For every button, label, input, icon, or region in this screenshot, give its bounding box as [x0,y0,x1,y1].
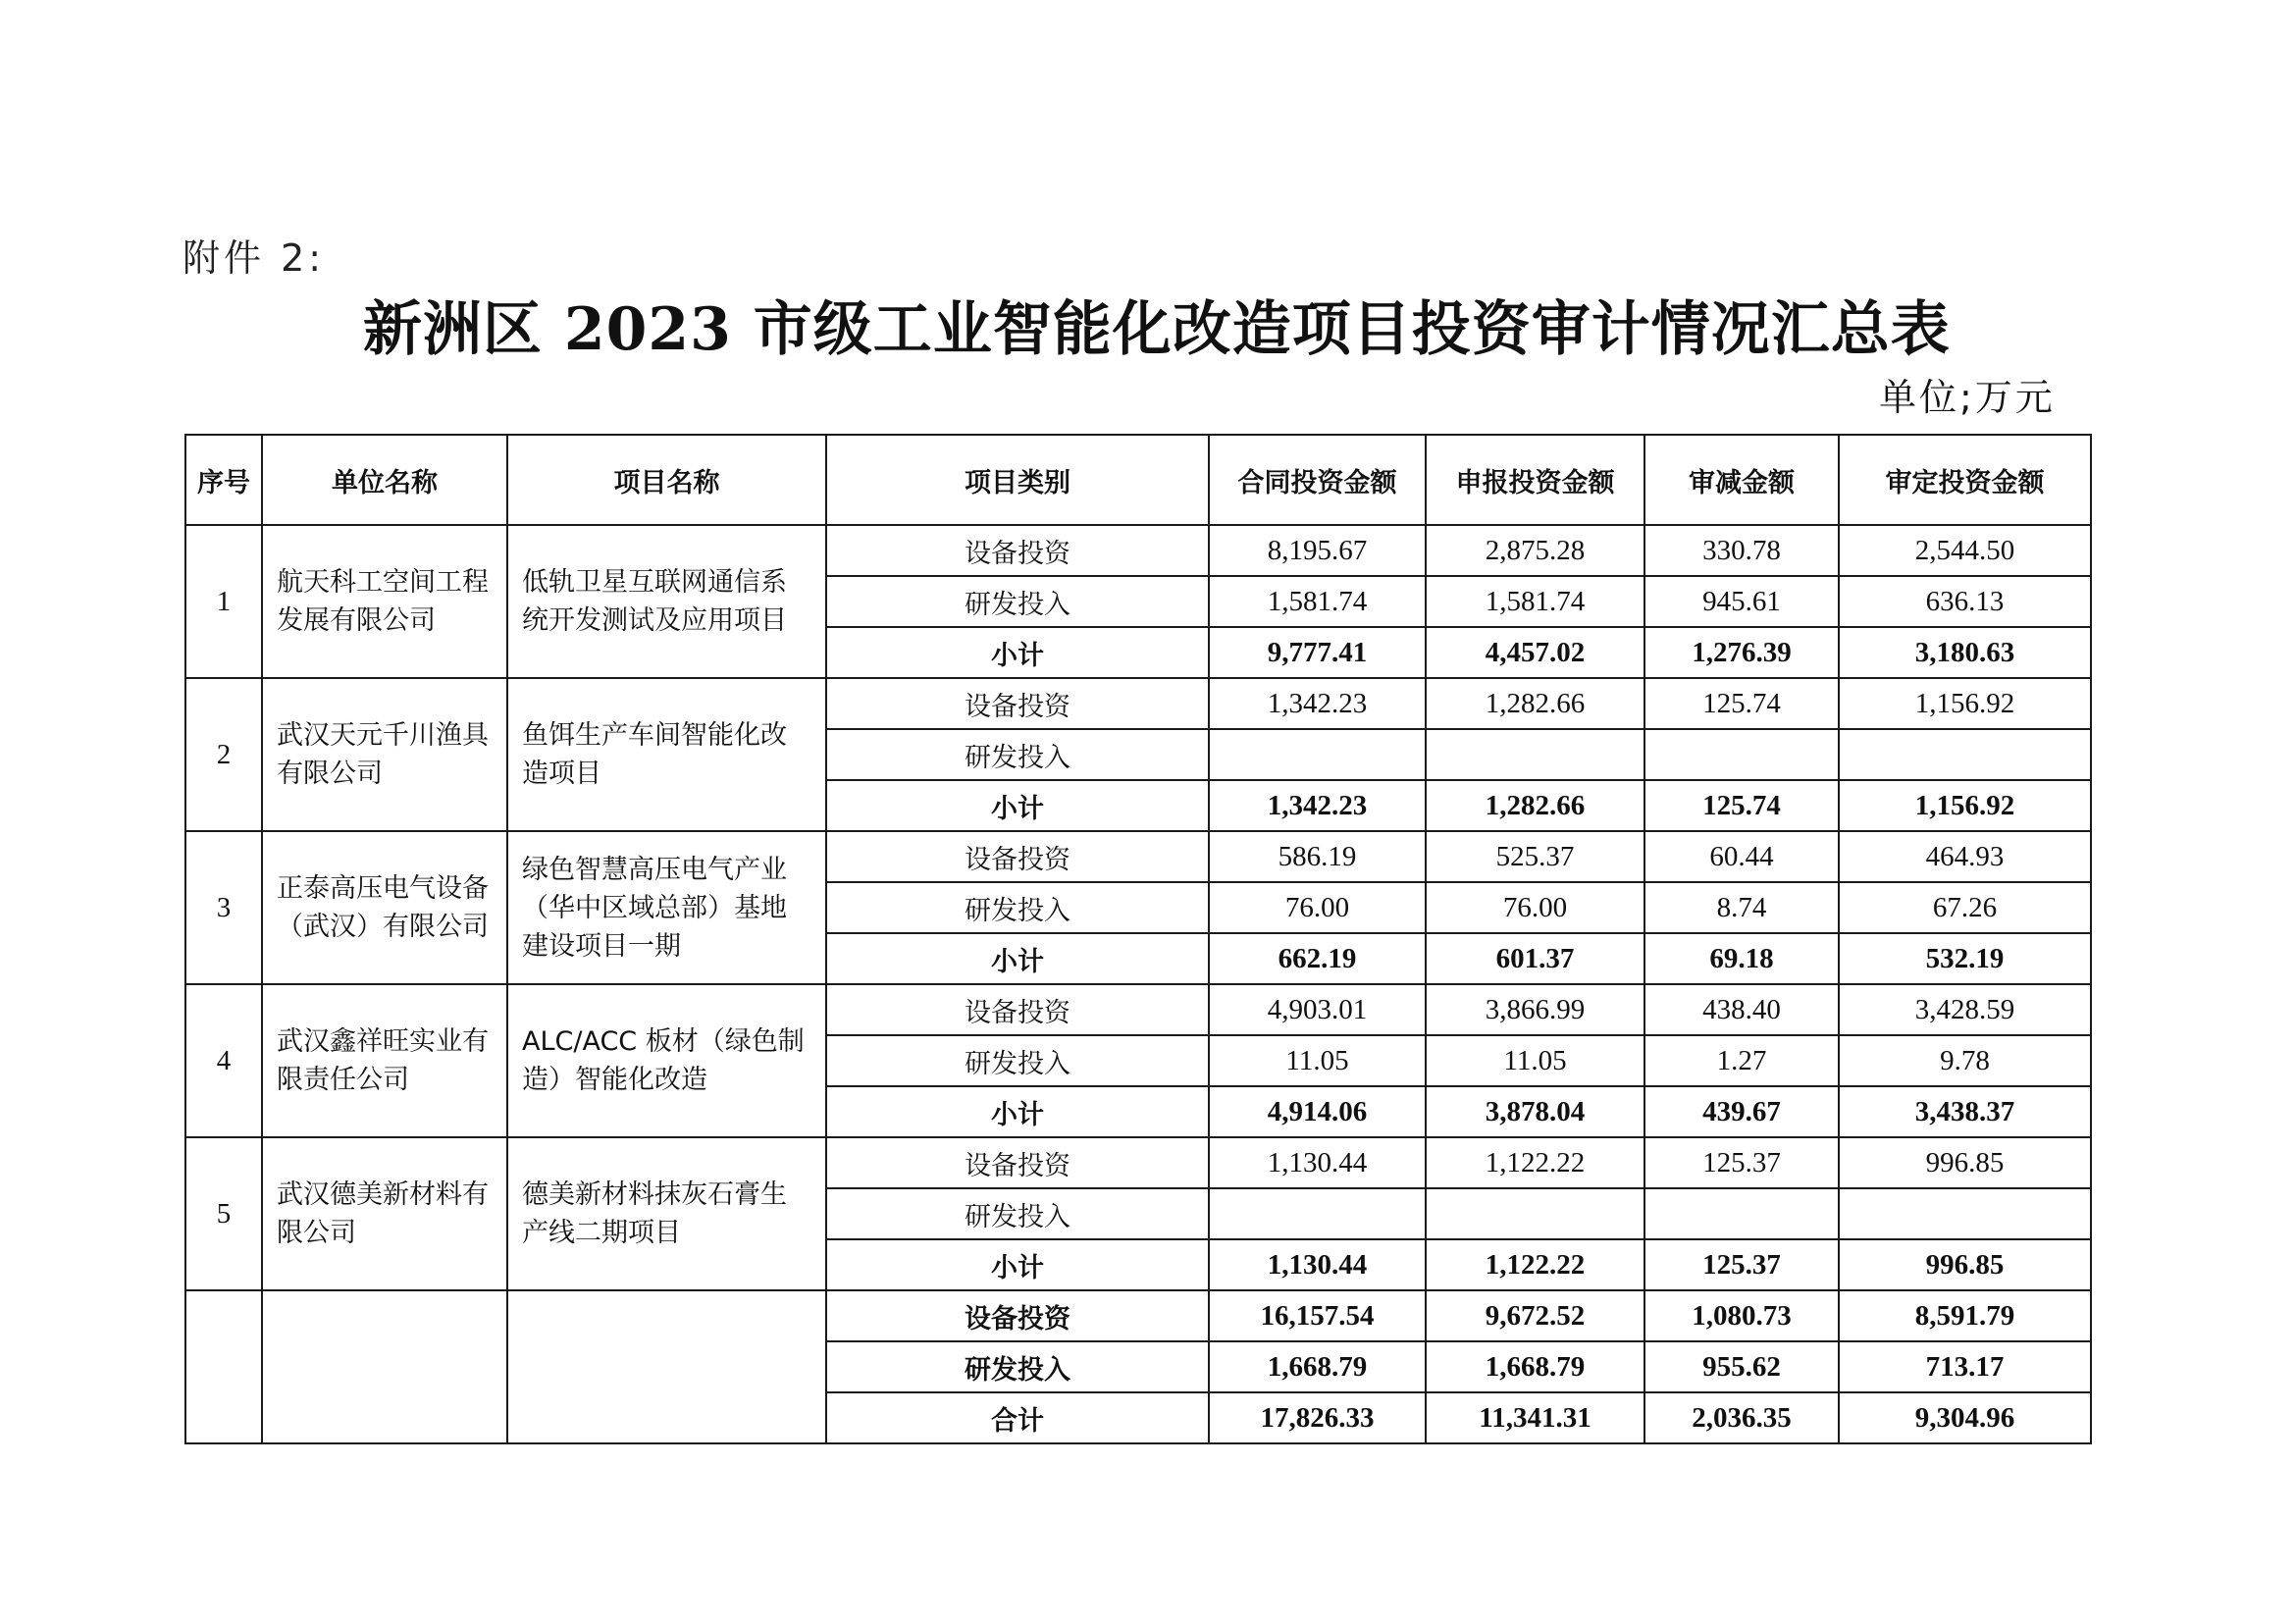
declared-cell: 1,581.74 [1426,576,1644,627]
contract-cell [1209,729,1426,780]
approved-cell: 3,438.37 [1839,1086,2091,1137]
approved-cell [1839,729,2091,780]
contract-cell: 4,903.01 [1209,984,1426,1035]
category-cell: 研发投入 [826,1188,1209,1239]
document-title: 新洲区 2023 市级工业智能化改造项目投资审计情况汇总表 [363,295,1951,364]
declared-cell: 1,282.66 [1426,678,1644,729]
contract-cell: 1,668.79 [1209,1341,1426,1392]
contract-cell: 9,777.41 [1209,627,1426,678]
header-seq: 序号 [185,435,262,525]
seq-cell: 4 [185,984,262,1137]
header-project: 项目名称 [507,435,826,525]
contract-cell: 8,195.67 [1209,525,1426,576]
category-cell: 设备投资 [826,831,1209,882]
reduced-cell: 945.61 [1644,576,1839,627]
approved-cell: 1,156.92 [1839,780,2091,831]
reduced-cell: 8.74 [1644,882,1839,933]
reduced-cell: 1,276.39 [1644,627,1839,678]
category-cell: 设备投资 [826,678,1209,729]
declared-cell: 11.05 [1426,1035,1644,1086]
category-cell: 小计 [826,627,1209,678]
seq-cell: 2 [185,678,262,831]
company-cell: 武汉德美新材料有限公司 [262,1137,507,1290]
category-cell: 研发投入 [826,882,1209,933]
header-company: 单位名称 [262,435,507,525]
audit-summary-table [184,434,2092,1444]
table-row [185,831,2091,882]
declared-cell: 1,122.22 [1426,1239,1644,1290]
category-cell: 小计 [826,1239,1209,1290]
reduced-cell: 439.67 [1644,1086,1839,1137]
company-cell: 正泰高压电气设备（武汉）有限公司 [262,831,507,984]
declared-cell: 525.37 [1426,831,1644,882]
total-row [185,1290,2091,1341]
approved-cell [1839,1188,2091,1239]
approved-cell: 3,428.59 [1839,984,2091,1035]
declared-cell: 76.00 [1426,882,1644,933]
total-project-cell [507,1290,826,1443]
company-cell: 航天科工空间工程发展有限公司 [262,525,507,678]
declared-cell: 3,866.99 [1426,984,1644,1035]
contract-cell: 11.05 [1209,1035,1426,1086]
declared-cell: 11,341.31 [1426,1392,1644,1443]
approved-cell: 8,591.79 [1839,1290,2091,1341]
header-contract: 合同投资金额 [1209,435,1426,525]
approved-cell: 3,180.63 [1839,627,2091,678]
declared-cell: 1,122.22 [1426,1137,1644,1188]
reduced-cell: 2,036.35 [1644,1392,1839,1443]
approved-cell: 996.85 [1839,1239,2091,1290]
approved-cell: 996.85 [1839,1137,2091,1188]
header-category: 项目类别 [826,435,1209,525]
reduced-cell: 438.40 [1644,984,1839,1035]
declared-cell [1426,1188,1644,1239]
table-header-row [185,435,2091,525]
declared-cell: 1,668.79 [1426,1341,1644,1392]
category-cell: 小计 [826,780,1209,831]
project-cell: 绿色智慧高压电气产业（华中区域总部）基地建设项目一期 [507,831,826,984]
declared-cell: 9,672.52 [1426,1290,1644,1341]
project-cell: 德美新材料抹灰石膏生产线二期项目 [507,1137,826,1290]
table-row [185,984,2091,1035]
category-cell: 小计 [826,933,1209,984]
declared-cell: 1,282.66 [1426,780,1644,831]
declared-cell: 4,457.02 [1426,627,1644,678]
reduced-cell: 1,080.73 [1644,1290,1839,1341]
approved-cell: 2,544.50 [1839,525,2091,576]
reduced-cell: 125.37 [1644,1137,1839,1188]
category-cell: 研发投入 [826,576,1209,627]
reduced-cell: 330.78 [1644,525,1839,576]
category-cell: 研发投入 [826,1035,1209,1086]
table-row [185,525,2091,576]
declared-cell: 3,878.04 [1426,1086,1644,1137]
declared-cell [1426,729,1644,780]
declared-cell: 2,875.28 [1426,525,1644,576]
contract-cell: 1,581.74 [1209,576,1426,627]
reduced-cell [1644,1188,1839,1239]
reduced-cell: 125.74 [1644,678,1839,729]
contract-cell: 1,130.44 [1209,1137,1426,1188]
contract-cell: 1,130.44 [1209,1239,1426,1290]
category-cell: 小计 [826,1086,1209,1137]
company-cell: 武汉鑫祥旺实业有限责任公司 [262,984,507,1137]
contract-cell [1209,1188,1426,1239]
company-cell: 武汉天元千川渔具有限公司 [262,678,507,831]
category-cell: 研发投入 [826,729,1209,780]
reduced-cell: 69.18 [1644,933,1839,984]
reduced-cell: 125.37 [1644,1239,1839,1290]
header-reduced: 审减金额 [1644,435,1839,525]
contract-cell: 662.19 [1209,933,1426,984]
attachment-label: 附件 2: [183,236,326,280]
approved-cell: 464.93 [1839,831,2091,882]
approved-cell: 67.26 [1839,882,2091,933]
seq-cell: 5 [185,1137,262,1290]
contract-cell: 4,914.06 [1209,1086,1426,1137]
category-cell: 设备投资 [826,1290,1209,1341]
category-cell: 合计 [826,1392,1209,1443]
seq-cell: 1 [185,525,262,678]
project-cell: ALC/ACC 板材（绿色制造）智能化改造 [507,984,826,1137]
approved-cell: 9,304.96 [1839,1392,2091,1443]
approved-cell: 713.17 [1839,1341,2091,1392]
approved-cell: 636.13 [1839,576,2091,627]
approved-cell: 9.78 [1839,1035,2091,1086]
declared-cell: 601.37 [1426,933,1644,984]
category-cell: 设备投资 [826,984,1209,1035]
contract-cell: 17,826.33 [1209,1392,1426,1443]
contract-cell: 1,342.23 [1209,780,1426,831]
unit-label: 单位;万元 [1879,376,2056,419]
project-cell: 鱼饵生产车间智能化改造项目 [507,678,826,831]
category-cell: 研发投入 [826,1341,1209,1392]
approved-cell: 532.19 [1839,933,2091,984]
header-approved: 审定投资金额 [1839,435,2091,525]
category-cell: 设备投资 [826,1137,1209,1188]
seq-cell: 3 [185,831,262,984]
header-declared: 申报投资金额 [1426,435,1644,525]
reduced-cell: 60.44 [1644,831,1839,882]
table-body [185,525,2091,1443]
project-cell: 低轨卫星互联网通信系统开发测试及应用项目 [507,525,826,678]
contract-cell: 76.00 [1209,882,1426,933]
reduced-cell: 955.62 [1644,1341,1839,1392]
reduced-cell: 125.74 [1644,780,1839,831]
reduced-cell [1644,729,1839,780]
contract-cell: 586.19 [1209,831,1426,882]
total-seq-cell [185,1290,262,1443]
approved-cell: 1,156.92 [1839,678,2091,729]
category-cell: 设备投资 [826,525,1209,576]
table-row [185,678,2091,729]
total-company-cell [262,1290,507,1443]
contract-cell: 16,157.54 [1209,1290,1426,1341]
reduced-cell: 1.27 [1644,1035,1839,1086]
contract-cell: 1,342.23 [1209,678,1426,729]
table-row [185,1137,2091,1188]
